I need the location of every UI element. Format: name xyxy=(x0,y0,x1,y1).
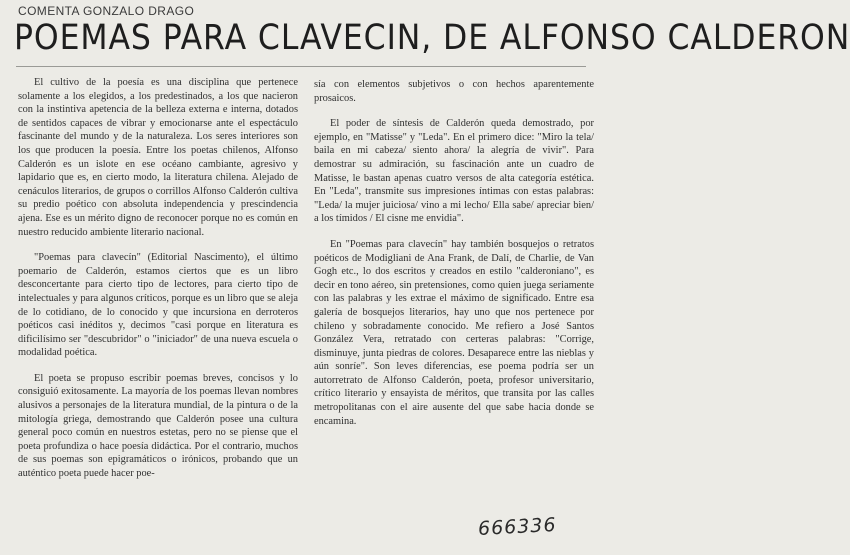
byline: COMENTA GONZALO DRAGO xyxy=(18,4,195,18)
handwritten-number: 666336 xyxy=(477,513,558,541)
paragraph: El cultivo de la poesía es una disciplina que pertenece solamente a los elegidos, a los predestinados, a los que nacieron con la instintiva apetencia de la belleza externa e interna, dotados de sentidos capaces de vibrar y emocionarse ante el espectáculo fascinante del mundo y de la naturaleza. Los seres interiores son los que producen la poesía. Entre los poetas chilenos, Alfonso Calderón es un islote en ese océano cambiante, agresivo y lapidario que es, en cierto modo, la literatura chilena. Alejado de cenáculos literarios, de grupos o corrillos Alfonso Calderón cultiva su predio poético con absoluta independencia y prescindencia ajena. Ese es un mérito digno de reconocer porque no es común en nuestro reducido ambiente literario nacional. xyxy=(18,77,298,238)
divider xyxy=(16,66,586,67)
paragraph: En "Poemas para clavecín" hay también bosquejos o retratos poéticos de Modigliani de Ana Frank, de Dalí, de Charlie, de Van Gogh etc., lo dos escritos y creados en estilo "calderoniano", es decir en tono aéreo, sin pretensiones, como quien juega seriamente con las palabras y les extrae el máximo de significado. Entre esa galería de bosquejos literarios, hay uno que nos pertenece por chileno y sobradamente conocido. Me refiero a José Santos González Vera, retratado con certeras palabras: "Corrige, disminuye, junta piedras de colores. Desaparece entre las nieblas y aún sonríe". Son leves diferencias, ese poema podría ser un autorretrato de Alfonso Calderón, poeta, profesor universitario, crítico literario y ensayista de méritos, que transita por las calles metropolitanas con el aire ausente del que sabe hacia donde se encamina. xyxy=(314,238,594,427)
paragraph: "Poemas para clavecín" (Editorial Nascimento), el último poemario de Calderón, estamos ciertos que es un libro desconcertante para cierto tipo de lectores, para cierto tipo de intelectuales y para algunos críticos, porque es un libro que se aleja de lo cotidiano, de lo conocido y que incursiona en derroteros poéticos casi inéditos y, decimos "casi porque en literatura es dificilísimo ser "descubridor" o "iniciador" de una nueva escuela o modalidad poética. xyxy=(18,252,298,359)
paragraph: El poder de síntesis de Calderón queda demostrado, por ejemplo, en "Matisse" y "Leda". En el primero dice: "Miro la tela/ baila en mi cabeza/ siento ahora/ la alegría de vivir". Para demostrar su admiración, su fascinación ante un cuadro de Matisse, le bastan apenas cuatro versos de alta categoría estética. En "Leda", transmite sus impresiones íntimas con estas palabras: "Leda/ la mujer juiciosa/ vino a mi lecho/ Ella sabe/ apreciar bien/ a los tímidos / El cisne me envidia". xyxy=(314,118,594,225)
left-column xyxy=(18,76,298,493)
headline: POEMAS PARA CLAVECIN, DE ALFONSO CALDERON xyxy=(14,18,850,58)
paragraph: El poeta se propuso escribir poemas breves, concisos y lo consiguió exitosamente. La mayoría de los poemas llevan nombres alusivos a personajes de la literatura mundial, de la pintura o de la mitología griega, demostrando que Calderón posee una cultura general poco común en nuestros estetas, pero no se piense que el poeta profundiza o hace poesía didáctica. Por el contrario, muchos de sus poemas son epigramáticos o irónicos, probando que un auténtico poeta puede hacer poe- xyxy=(18,372,298,480)
paragraph: sía con elementos subjetivos o con hechos aparentemente prosaicos. xyxy=(314,79,594,104)
right-column xyxy=(314,78,594,440)
